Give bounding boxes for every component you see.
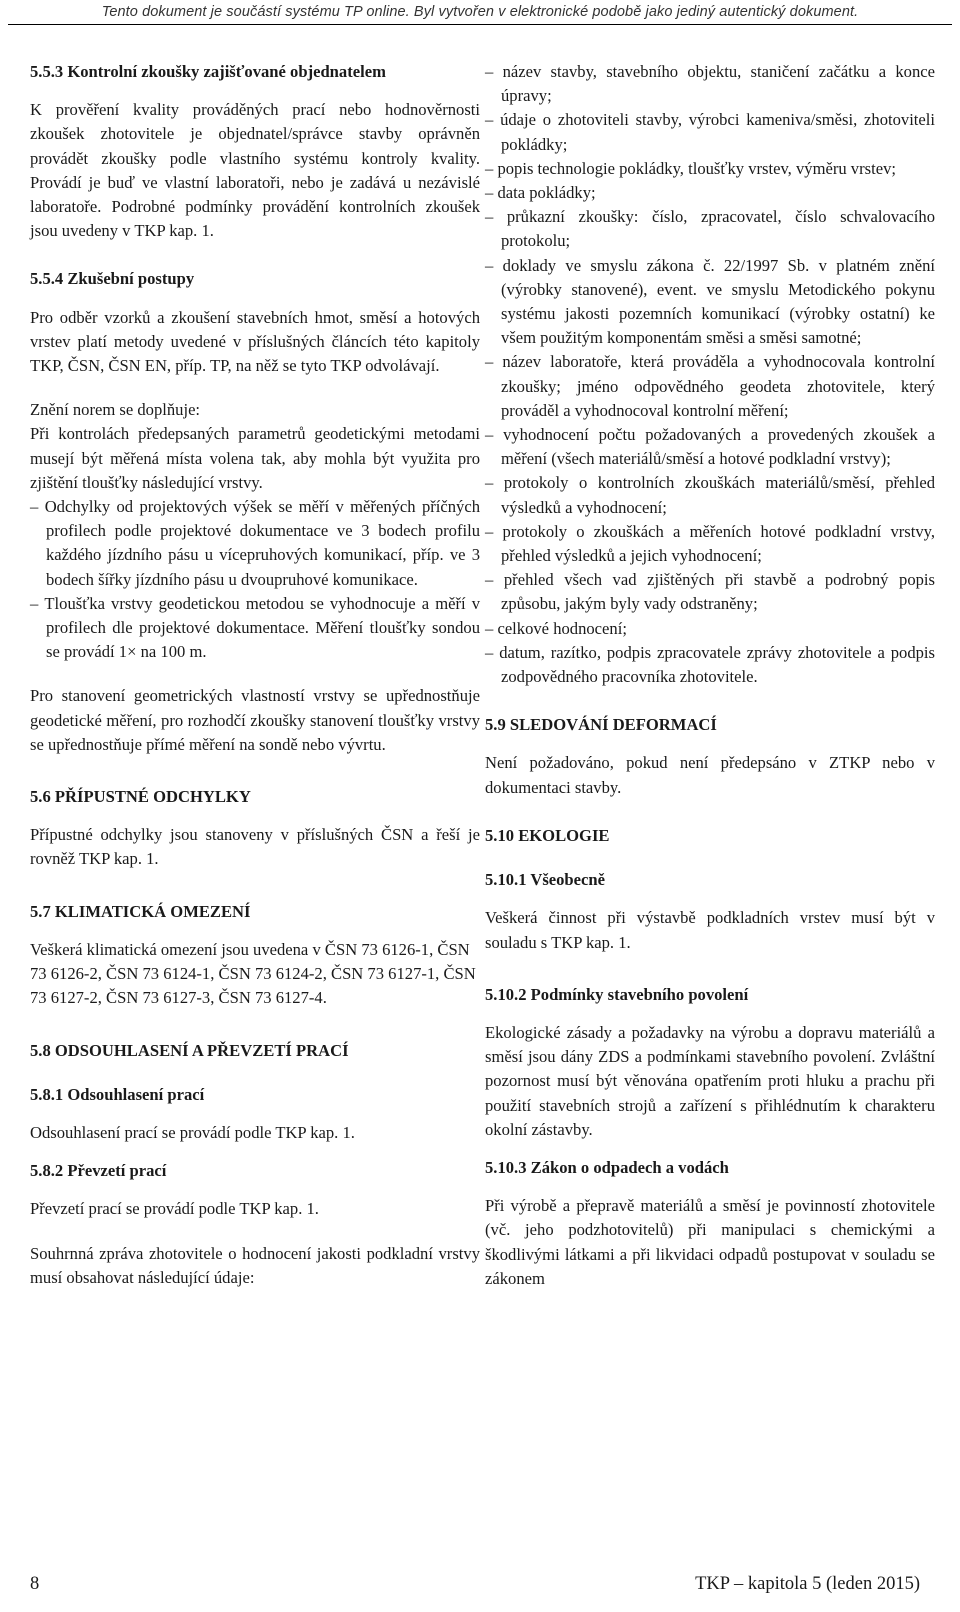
report-item: – popis technologie pokládky, tloušťky vrstev, výměru vrstev;	[485, 157, 935, 181]
section-5-5-4-text: Pro odběr vzorků a zkoušení stavebních hmot, směsí a hotových vrstev platí metody uvedené v příslušných článcích této kapitoly TKP, ČSN, ČSN EN, příp. TP, na něž se tyto TKP odvolávají.	[30, 307, 480, 376]
report-item: – údaje o zhotoviteli stavby, výrobci kameniva/směsi, zhotoviteli pokládky;	[485, 108, 935, 156]
header-banner-text: Tento dokument je součástí systému TP online. Byl vytvořen v elektronické podobě jako jediný autentický dokument.	[101, 4, 859, 20]
section-5-6-text: Přípustné odchylky jsou stanoveny v příslušných ČSN a řeší je rovněž TKP kap. 1.	[30, 825, 480, 869]
section-5-5-4-title: 5.5.4 Zkušební postupy	[30, 269, 195, 289]
section-5-8-2-text: Převzetí prací se provádí podle TKP kap. 1.	[30, 1199, 319, 1219]
report-item: – protokoly o zkouškách a měřeních hotové podkladní vrstvy, přehled výsledků a jejich vyhodnocení;	[485, 520, 935, 568]
section-5-5-3-title: 5.5.3 Kontrolní zkoušky zajišťované objednatelem	[30, 62, 386, 81]
report-item: – celkové hodnocení;	[485, 617, 935, 641]
left-column	[30, 60, 480, 1290]
section-5-10-3-text: Při výrobě a přepravě materiálů a směsí je povinností zhotovitele (vč. jeho podzhotovitelů) při manipulaci s chemickými a škodlivými látkami a při likvidaci odpadů postupovat v souladu se zákonem	[485, 1196, 935, 1288]
section-5-10-1-text: Veškerá činnost při výstavbě podkladních vrstev musí být v souladu s TKP kap. 1.	[485, 908, 935, 952]
report-item: – datum, razítko, podpis zpracovatele zprávy zhotovitele a podpis zodpovědného pracovníka zhotovitele.	[485, 641, 935, 689]
footer-doc-title: TKP – kapitola 5 (leden 2015)	[695, 1574, 920, 1594]
report-item: – data pokládky;	[485, 181, 935, 205]
header-rule	[8, 24, 952, 25]
header-banner	[0, 0, 960, 30]
norm-text: Při kontrolách předepsaných parametrů geodetickými metodami musejí být měřená místa volena tak, aby mohla být využita pro zjištění tloušťky následující vrstvy.	[30, 424, 480, 492]
section-5-9-title: 5.9 SLEDOVÁNÍ DEFORMACÍ	[485, 715, 717, 735]
norm-item: – Odchylky od projektových výšek se měří v měřených příčných profilech podle projektové dokumentace ve 3 bodech profilu každého jízdního pásu u vícepruhových komunikací, příp. ve 3 bodech šířky jízdního pásu u dvoupruhové komunikace.	[30, 495, 480, 592]
report-item: – přehled všech vad zjištěných při stavbě a podrobný popis způsobu, jakým byly vady odstraněny;	[485, 568, 935, 616]
report-item: – vyhodnocení počtu požadovaných a provedených zkoušek a měření (všech materiálů/směsí a hotové podkladní vrstvy);	[485, 423, 935, 471]
page-number: 8	[30, 1574, 40, 1594]
section-5-7-text: Veškerá klimatická omezení jsou uvedena v ČSN 73 6126-1, ČSN 73 6126-2, ČSN 73 6124-1, ČSN 73 6124-2, ČSN 73 6127-1, ČSN 73 6127-2, ČSN 73 6127-3, ČSN 73 6127-4.	[30, 939, 476, 1008]
section-5-8-1-text: Odsouhlasení prací se provádí podle TKP kap. 1.	[30, 1122, 355, 1142]
section-5-9-text: Není požadováno, pokud není předepsáno v ZTKP nebo v dokumentaci stavby.	[485, 753, 935, 797]
right-column	[485, 60, 935, 1291]
section-5-10-title: 5.10 EKOLOGIE	[485, 825, 610, 845]
section-5-5-3-text: K prověření kvality prováděných prací nebo hodnověrnosti zkoušek zhotovitele je objednatel/správce stavby oprávněn provádět zkoušky podle vlastního systému kontroly kvality. Provádí je buď ve vlastní laboratoři, nebo je zadává u nezávislé laboratoře. Podrobné podmínky provádění kontrolních zkoušek jsou uvedeny v TKP kap. 1.	[30, 100, 480, 241]
report-item: – název stavby, stavebního objektu, staničení začátku a konce úpravy;	[485, 60, 935, 108]
section-5-10-2-title: 5.10.2 Podmínky stavebního povolení	[485, 984, 749, 1004]
norm-item: – Tloušťka vrstvy geodetickou metodou se vyhodnocuje a měří v profilech dle projektové dokumentace. Měření tloušťky sondou se provádí 1× na 100 m.	[30, 592, 480, 665]
section-5-10-1-title: 5.10.1 Všeobecně	[485, 870, 605, 890]
section-5-8-2-title: 5.8.2 Převzetí prací	[30, 1161, 167, 1181]
section-5-8-1-title: 5.8.1 Odsouhlasení prací	[30, 1084, 205, 1104]
section-5-10-2-text: Ekologické zásady a požadavky na výrobu a dopravu materiálů a směsí jsou dány ZDS a podmínkami stavebního povolení. Zvláštní pozornost musí být věnována opatřením proti hluku a prachu při použití stavebních strojů a zařízení s přihlédnutím k charakteru okolní zástavby.	[485, 1022, 935, 1139]
report-item: – doklady ve smyslu zákona č. 22/1997 Sb. v platném znění (výrobky stanovené), event. ve smyslu Metodického pokynu systému jakosti pozemních komunikací (výrobky ostatní) ke všem použitým komponentám směsi a směsi samotné;	[485, 254, 935, 351]
report-item: – protokoly o kontrolních zkouškách materiálů/směsí, přehled výsledků a vyhodnocení;	[485, 471, 935, 519]
report-intro: Souhrnná zpráva zhotovitele o hodnocení jakosti podkladní vrstvy musí obsahovat následující údaje:	[30, 1243, 480, 1287]
report-item: – název laboratoře, která prováděla a vyhodnocovala kontrolní zkoušky; jméno odpovědného geodeta zhotovitele, který prováděl a vyhodnocoval kontrolní měření;	[485, 350, 935, 423]
section-5-8-title: 5.8 ODSOUHLASENÍ A PŘEVZETÍ PRACÍ	[30, 1040, 349, 1060]
section-5-10-3-title: 5.10.3 Zákon o odpadech a vodách	[485, 1157, 729, 1177]
norm-intro: Znění norem se doplňuje:	[30, 400, 201, 420]
report-item: – průkazní zkoušky: číslo, zpracovatel, číslo schvalovacího protokolu;	[485, 205, 935, 253]
geometry-text: Pro stanovení geometrických vlastností vrstvy se upřednostňuje geodetické měření, pro rozhodčí zkoušky stanovení tloušťky vrstvy se upřednostňuje přímé měření na sondě nebo vývrtu.	[30, 686, 480, 754]
section-5-6-title: 5.6 PŘÍPUSTNÉ ODCHYLKY	[30, 787, 251, 807]
section-5-7-title: 5.7 KLIMATICKÁ OMEZENÍ	[30, 901, 251, 921]
